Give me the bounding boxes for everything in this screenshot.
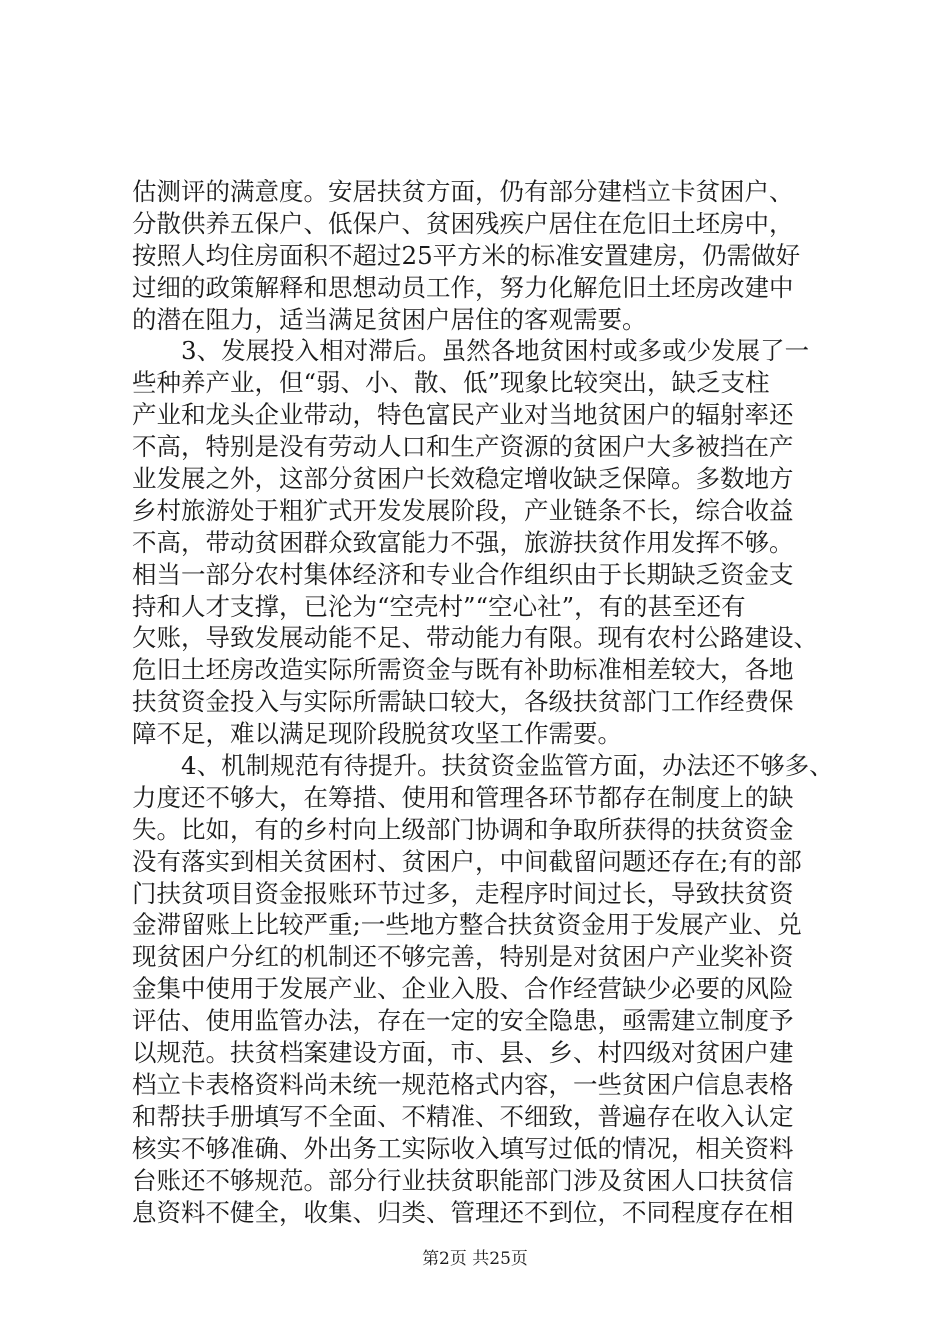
text-line: 过细的政策解释和思想动员工作，努力化解危旧土坯房改建中 [132, 272, 794, 302]
text-line: 扶贫资金投入与实际所需缺口较大，各级扶贫部门工作经费保 [132, 687, 794, 717]
text-line: 金滞留账上比较严重;一些地方整合扶贫资金用于发展产业、兑 [132, 910, 802, 940]
text-line: 现贫困户分红的机制还不够完善，特别是对贫困户产业奖补资 [132, 942, 794, 972]
text-line: 没有落实到相关贫困村、贫困户，中间截留问题还存在;有的部 [132, 846, 802, 876]
text-line: 不高，特别是没有劳动人口和生产资源的贫困户大多被挡在产 [132, 432, 794, 462]
text-line: 以规范。扶贫档案建设方面，市、县、乡、村四级对贫困户建 [132, 1038, 794, 1068]
text-line: 门扶贫项目资金报账环节过多，走程序时间过长，导致扶贫资 [132, 878, 794, 908]
text-line: 相当一部分农村集体经济和专业合作组织由于长期缺乏资金支 [132, 559, 794, 589]
text-line: 业发展之外，这部分贫困户长效稳定增收缺乏保障。多数地方 [132, 464, 794, 494]
text-line: 分散供养五保户、低保户、贫困残疾户居住在危旧土坯房中， [132, 208, 794, 238]
text-line: 产业和龙头企业带动，特色富民产业对当地贫困户的辐射率还 [132, 400, 794, 430]
text-line: 力度还不够大，在筹措、使用和管理各环节都存在制度上的缺 [132, 782, 794, 812]
text-line: 估测评的满意度。安居扶贫方面，仍有部分建档立卡贫困户、 [132, 177, 794, 206]
text-line: 核实不够准确、外出务工实际收入填写过低的情况，相关资料 [132, 1133, 794, 1163]
text-line: 欠账，导致发展动能不足、带动能力有限。现有农村公路建设、 [132, 623, 818, 653]
text-line: 评估、使用监管办法，存在一定的安全隐患，亟需建立制度予 [132, 1006, 794, 1036]
text-line: 的潜在阻力，适当满足贫困户居住的客观需要。 [132, 304, 647, 334]
page-footer: 第2页 共25页 [422, 1249, 528, 1269]
paragraph-start-line: 4、机制规范有待提升。扶贫资金监管方面，办法还不够多、 [181, 751, 834, 781]
text-line: 失。比如，有的乡村向上级部门协调和争取所获得的扶贫资金 [132, 814, 794, 844]
paragraph-start-line: 3、发展投入相对滞后。虽然各地贫困村或多或少发展了一 [181, 336, 810, 366]
body-text [132, 176, 832, 1228]
text-line: 档立卡表格资料尚未统一规范格式内容，一些贫困户信息表格 [132, 1069, 794, 1099]
text-line: 台账还不够规范。部分行业扶贫职能部门涉及贫困人口扶贫信 [132, 1165, 794, 1195]
text-line: 和帮扶手册填写不全面、不精准、不细致，普遍存在收入认定 [132, 1101, 794, 1131]
text-line: 障不足，难以满足现阶段脱贫攻坚工作需要。 [132, 719, 622, 749]
text-line: 乡村旅游处于粗犷式开发发展阶段，产业链条不长，综合收益 [132, 495, 794, 525]
text-line: 不高，带动贫困群众致富能力不强，旅游扶贫作用发挥不够。 [132, 527, 794, 557]
text-line: 金集中使用于发展产业、企业入股、合作经营缺少必要的风险 [132, 974, 794, 1004]
text-line: 危旧土坯房改造实际所需资金与既有补助标准相差较大，各地 [132, 655, 794, 685]
text-line: 息资料不健全，收集、归类、管理还不到位，不同程度存在相 [132, 1197, 794, 1227]
text-line: 按照人均住房面积不超过25平方米的标准安置建房，仍需做好 [132, 240, 801, 270]
text-line: 持和人才支撑，已沦为“空壳村”“空心社”，有的甚至还有 [132, 591, 746, 621]
text-line: 些种养产业，但“弱、小、散、低”现象比较突出，缺乏支柱 [132, 368, 770, 398]
